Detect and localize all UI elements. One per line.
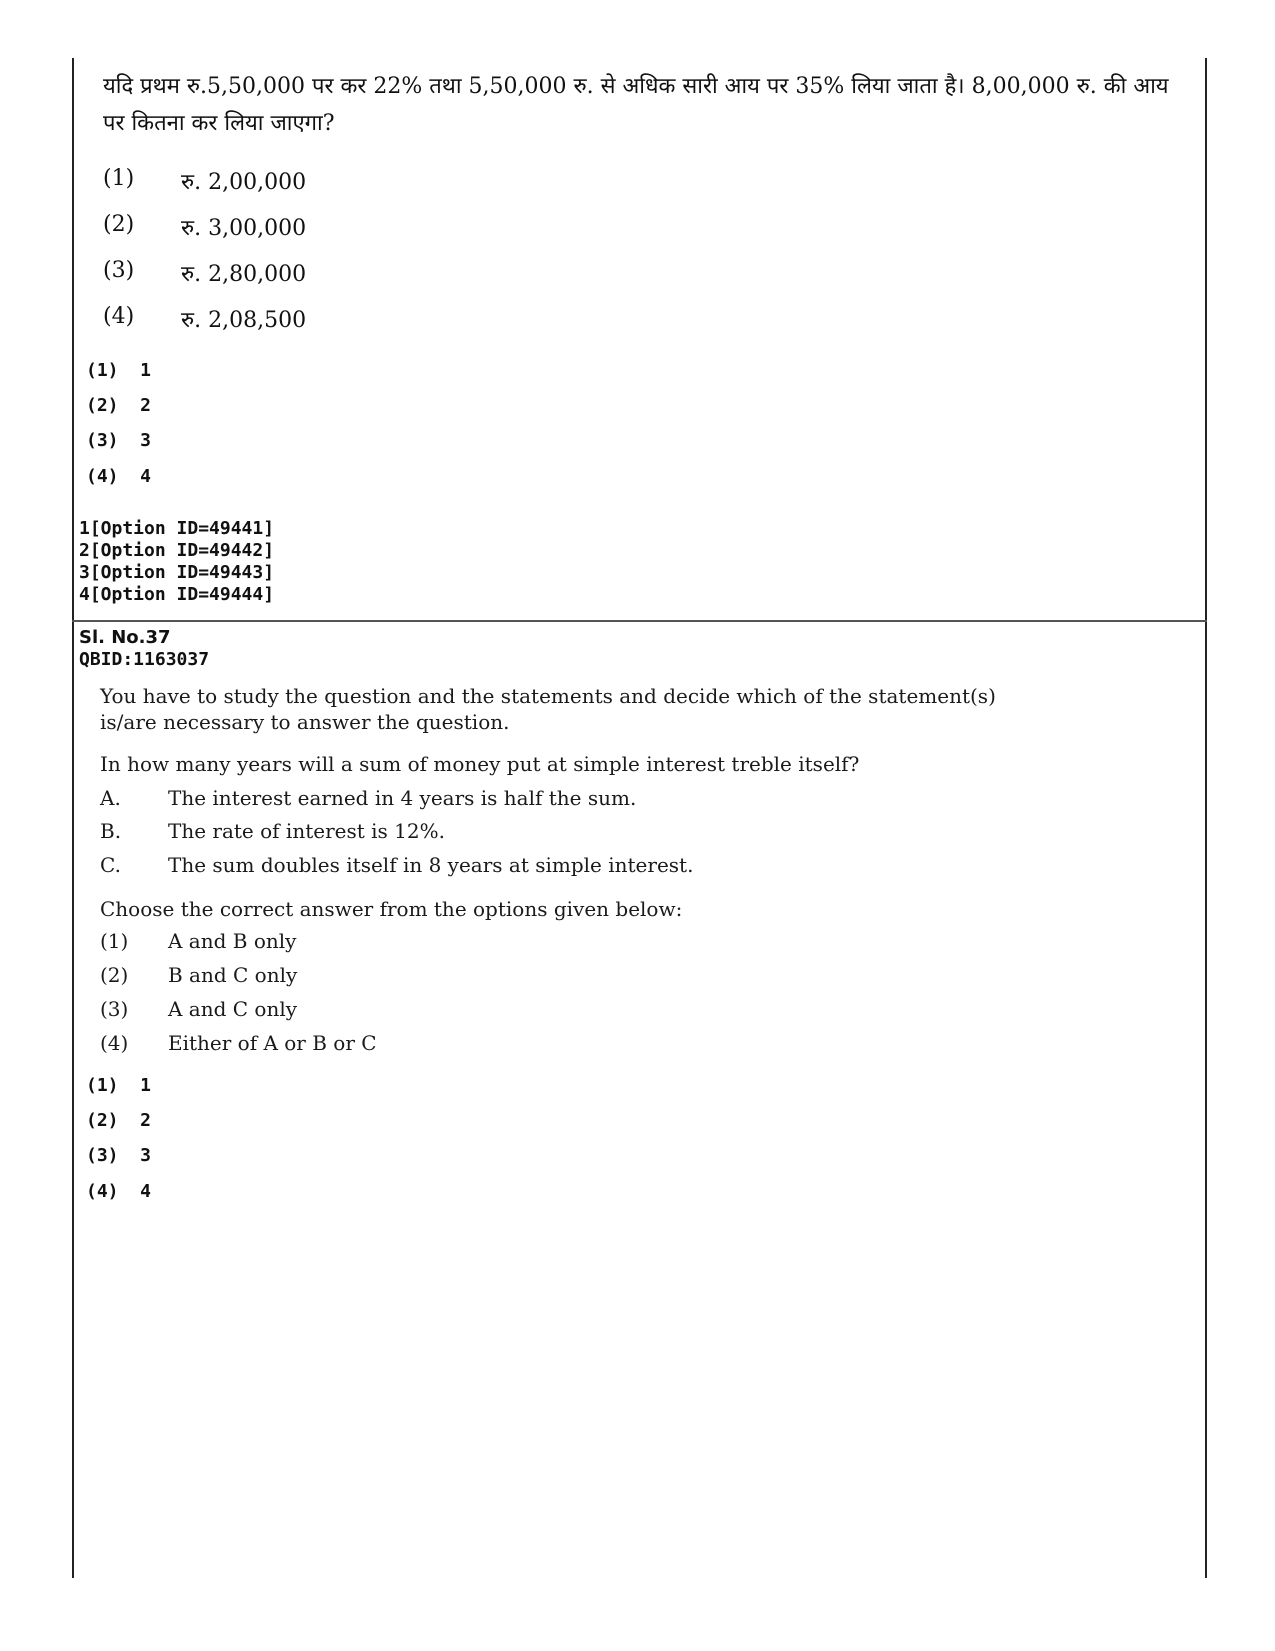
statement-letter: A.: [100, 786, 121, 810]
answer-choice[interactable]: (1) 1: [86, 1075, 152, 1096]
option-value: रु. 2,00,000: [181, 170, 307, 195]
right-border: [1205, 58, 1207, 1578]
option-text: B and C only: [168, 963, 298, 987]
question2-text: In how many years will a sum of money put at simple interest treble itself?: [100, 752, 860, 776]
choose-instruction: Choose the correct answer from the options given below:: [100, 897, 683, 921]
option-number: (4): [100, 1031, 129, 1055]
statement-text: The rate of interest is 12%.: [168, 819, 445, 843]
statement-letter: B.: [100, 819, 122, 843]
statement-text: The interest earned in 4 years is half the sum.: [168, 786, 637, 810]
answer-choice[interactable]: (2) 2: [86, 395, 152, 416]
option-value: रु. 3,00,000: [181, 216, 307, 241]
option-number: (1): [103, 166, 135, 191]
answer-choice[interactable]: (4) 4: [86, 466, 152, 487]
option-value: रु. 2,08,500: [181, 308, 307, 333]
answer-choice[interactable]: (2) 2: [86, 1110, 152, 1131]
answer-choice[interactable]: (1) 1: [86, 360, 152, 381]
option-number: (3): [103, 258, 135, 283]
question2-intro-line1: You have to study the question and the statements and decide which of the statement(s): [100, 684, 996, 708]
serial-number: Sl. No.37: [79, 627, 171, 648]
question2-intro-line2: is/are necessary to answer the question.: [100, 710, 510, 734]
question1-text: यदि प्रथम रु.5,50,000 पर कर 22% तथा 5,50,000 रु. से अधिक सारी आय पर 35% लिया जाता है। 8,00,000 रु. की आय पर कितना कर लिया जाएगा?: [103, 74, 1169, 136]
question-divider: [72, 620, 1207, 622]
statement-text: The sum doubles itself in 8 years at simple interest.: [168, 853, 694, 877]
option-number: (2): [103, 212, 135, 237]
option-id: 4[Option ID=49444]: [79, 584, 275, 605]
option-value: रु. 2,80,000: [181, 262, 307, 287]
answer-choice[interactable]: (3) 3: [86, 430, 152, 451]
option-number: (2): [100, 963, 129, 987]
option-text: Either of A or B or C: [168, 1031, 377, 1055]
option-number: (1): [100, 929, 129, 953]
left-border: [72, 58, 74, 1578]
answer-choice[interactable]: (4) 4: [86, 1181, 152, 1202]
option-id: 1[Option ID=49441]: [79, 518, 275, 539]
statement-letter: C.: [100, 853, 121, 877]
option-text: A and C only: [168, 997, 298, 1021]
option-number: (3): [100, 997, 129, 1021]
option-number: (4): [103, 304, 135, 329]
option-text: A and B only: [168, 929, 297, 953]
question-bank-id: QBID:1163037: [79, 649, 210, 670]
answer-choice[interactable]: (3) 3: [86, 1145, 152, 1166]
option-id: 2[Option ID=49442]: [79, 540, 275, 561]
option-id: 3[Option ID=49443]: [79, 562, 275, 583]
